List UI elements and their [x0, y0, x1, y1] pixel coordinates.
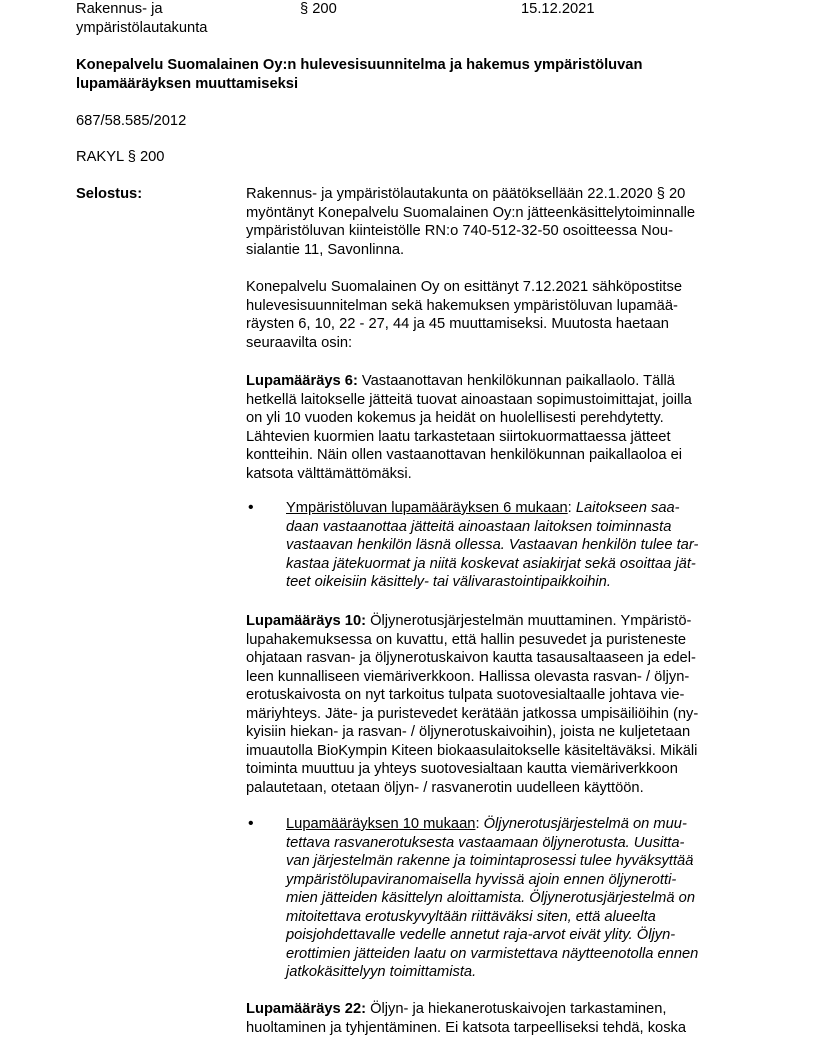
- text-line: katsota välttämättömäksi.: [246, 465, 412, 482]
- text-line: on yli 10 vuoden kokemus ja heidät on huolellisesti perehdytetty.: [246, 410, 664, 426]
- section-label: Lupamääräys 10:: [246, 613, 367, 629]
- text-line: kontteihin. Näin ollen vastaanottavan henkilökunnan paikallaoloa ei: [246, 447, 683, 463]
- bullet-lead: Ympäristöluvan lupamääräyksen 6 mukaan: [286, 500, 568, 516]
- text-line: kastaa jätekuormat ja niitä koskevat asiakirjat sekä osoittaa jät-: [286, 555, 696, 572]
- bullet-permit-condition-6: [286, 499, 698, 592]
- text-line: ohjataan rasvan- ja öljynerotuskaivon kautta tasausaltaaseen ja edel-: [246, 650, 696, 666]
- text-line: vastaavan henkilön läsnä ollessa. Vastaavan henkilön tulee tar-: [286, 537, 699, 553]
- text-line: Lupamääräyksen 10 mukaan: Öljynerotusjärjestelmä on muu-: [286, 816, 687, 832]
- text-line: jatkokäsittelyyn toimittamista.: [286, 964, 477, 980]
- text-line: myöntänyt Konepalvelu Suomalainen Oy:n jätteenkäsittelytoiminnalle: [246, 204, 696, 221]
- text-line: erottimien jätteiden laatu on varmistettava näytteenotolla ennen: [286, 945, 699, 962]
- title-line-2: lupamääräyksen muuttamiseksi: [76, 75, 299, 92]
- section-lupamaarays-10: [246, 612, 698, 797]
- text-line: Ympäristöluvan lupamääräyksen 6 mukaan: Laitokseen saa-: [286, 500, 680, 516]
- text-line: ympäristölupaviranomaisella hyvissä ajoin ennen öljynerotti-: [286, 871, 677, 888]
- text-line: räysten 6, 10, 22 - 27, 44 ja 45 muuttamiseksi. Muutosta haetaan: [246, 316, 669, 332]
- bullet-lead: Lupamääräyksen 10 mukaan: [286, 816, 476, 832]
- text-line: leen kunnalliseen viemäriverkkoon. Hallissa olevasta rasvan- / öljyn-: [246, 668, 690, 685]
- text-line: poisjohdettavalle vedelle annetut raja-arvot eivät ylity. Öljyn-: [286, 927, 676, 943]
- section-label: Lupamääräys 22:: [246, 1001, 367, 1017]
- text-line: Lupamääräys 6: Vastaanottavan henkilökunnan paikallaolo. Tällä: [246, 373, 675, 389]
- text-line: lupahakemuksessa on kuvattu, että hallin pesuvedet ja puristeneste: [246, 631, 687, 648]
- committee-name: [76, 0, 207, 37]
- text-line: daan vastaanottaa jätteitä ainoastaan laitoksen toiminnasta: [286, 518, 672, 535]
- bullet-icon: •: [248, 499, 254, 516]
- text-line: seuraavilta osin:: [246, 334, 353, 351]
- rakyl-reference: RAKYL § 200: [76, 149, 165, 165]
- text-line: huoltaminen ja tyhjentäminen. Ei katsota tarpeelliseksi tehdä, koska: [246, 1019, 687, 1036]
- reference-number: 687/58.585/2012: [76, 113, 187, 129]
- selostus-label: Selostus:: [76, 186, 143, 202]
- text-line: ympäristöluvan kiinteistölle RN:o 740-512-32-50 osoitteessa Nou-: [246, 223, 673, 239]
- text-line: sialantie 11, Savonlinna.: [246, 241, 405, 258]
- text-line: Lähtevien kuormien laatu tarkastetaan siirtokuormattaessa jätteet: [246, 428, 671, 445]
- section-lupamaarays-22: [246, 1000, 686, 1037]
- section-number: § 200: [300, 1, 337, 17]
- text-line: van järjestelmän rakenne ja toimintaprosessi tulee hyväksyttää: [286, 853, 694, 869]
- committee-line-1: Rakennus- ja: [76, 1, 163, 17]
- text-line: teet oikeisiin käsittely- tai välivarastointipaikkoihin.: [286, 574, 611, 590]
- text-line: hetkellä laitokselle jätteitä tuovat ainoastaan sopimustoimittajat, joilla: [246, 391, 692, 408]
- text-line: märiyhteys. Jäte- ja puristevedet kerätään jatkossa umpisäiliöihin (ny-: [246, 705, 699, 722]
- paragraph-application: [246, 278, 682, 352]
- text-line: Lupamääräys 22: Öljyn- ja hiekanerotuskaivojen tarkastaminen,: [246, 1001, 667, 1017]
- text-line: toiminta muuttuu ja yhteys suotovesialtaan kautta viemäriverkkoon: [246, 761, 678, 777]
- text-line: Rakennus- ja ympäristölautakunta on päätöksellään 22.1.2020 § 20: [246, 186, 686, 202]
- text-line: kyisiin hiekan- ja rasvan- / öljynerotuskaivoihin), joista ne kuljetetaan: [246, 724, 691, 740]
- bullet-icon: •: [248, 815, 254, 832]
- paragraph-permit-decision: [246, 185, 695, 259]
- section-label: Lupamääräys 6:: [246, 373, 358, 389]
- text-line: hulevesisuunnitelman sekä hakemuksen ympäristöluvan lupamää-: [246, 297, 678, 314]
- meeting-date: 15.12.2021: [521, 1, 595, 17]
- text-line: tettava rasvanerotuksesta vastaamaan öljynerotusta. Uusitta-: [286, 834, 685, 851]
- text-line: palautetaan, otetaan öljyn- / rasvanerotin uudelleen käyttöön.: [246, 779, 644, 796]
- text-line: imuautolla BioKympin Kiteen biokaasulaitokselle käsiteltäväksi. Mikäli: [246, 742, 698, 759]
- title-line-1: Konepalvelu Suomalainen Oy:n hulevesisuunnitelma ja hakemus ympäristöluvan: [76, 57, 643, 73]
- text-line: Lupamääräys 10: Öljynerotusjärjestelmän muuttaminen. Ympäristö-: [246, 613, 692, 629]
- text-line: erotuskaivosta on nyt tarkoitus tulpata suotovesialtaalle johtava vie-: [246, 687, 685, 703]
- committee-line-2: ympäristölautakunta: [76, 19, 208, 36]
- document-title: [76, 56, 642, 93]
- text-line: mien jätteiden käsittelyn aloittamista. Öljynerotusjärjestelmä on: [286, 890, 695, 906]
- bullet-permit-condition-10: [286, 815, 698, 982]
- section-lupamaarays-6: [246, 372, 692, 483]
- text-line: mitoitettava erotuskyvyltään riittäväksi siten, että alueelta: [286, 908, 656, 925]
- text-line: Konepalvelu Suomalainen Oy on esittänyt 7.12.2021 sähköpostitse: [246, 279, 683, 295]
